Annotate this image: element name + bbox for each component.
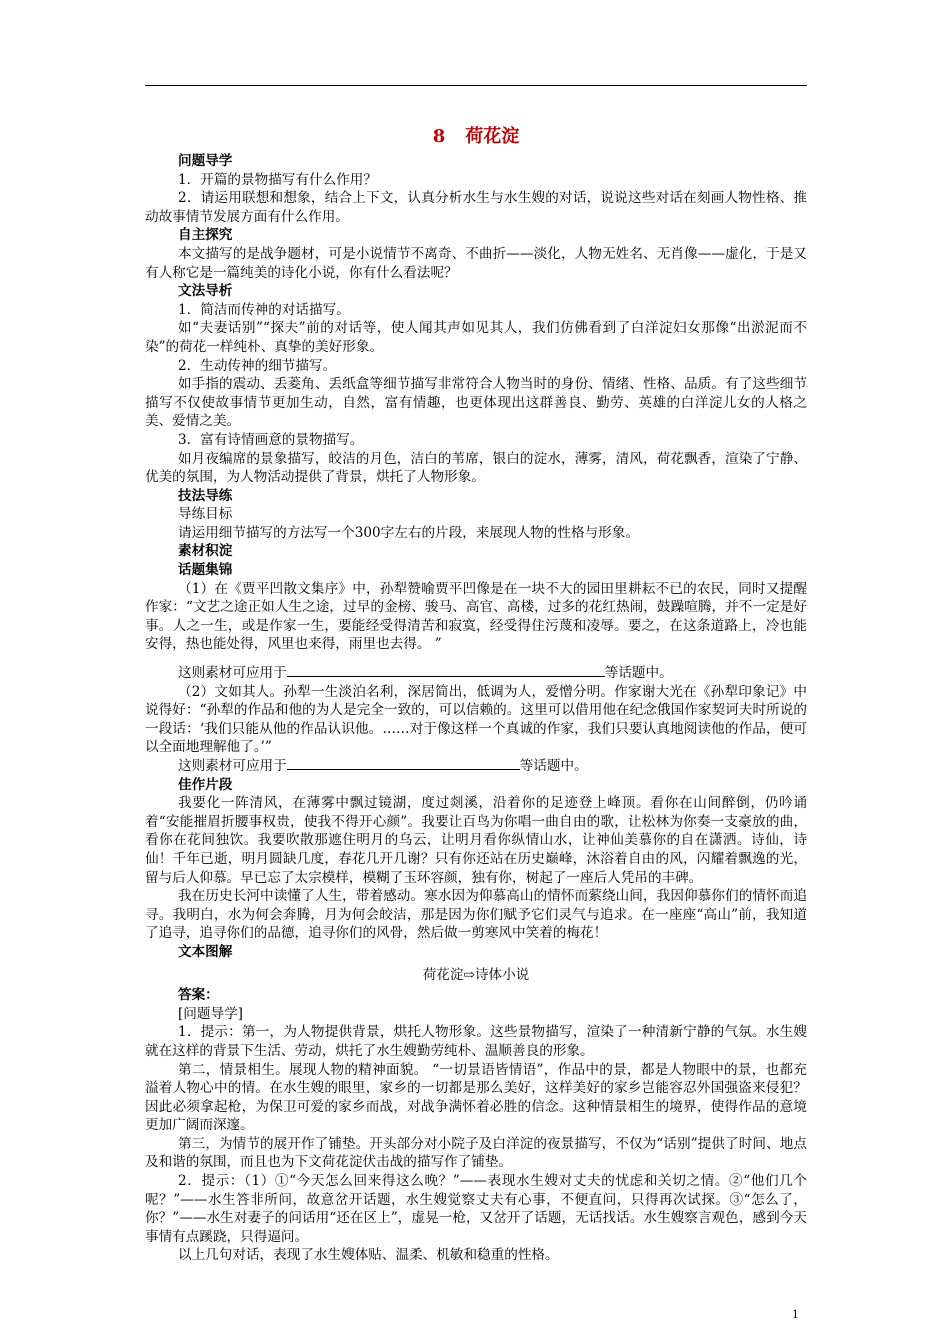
section-heading-sucai: 素材积淀 — [178, 543, 233, 560]
huati-paragraph-2: （2）文如其人。孙犁一生淡泊名利，深居简出，低调为人，爱憎分明。作家谢大光在《孙犁印象记》中说得好：“孙犁的作品和他的为人是完全一致的，可以信赖的。这里可以借用他在纪念俄国作家契诃夫时所说的一段话：‘我们只能从他的作品认识他。……对于像这样一个真诚的作家，我们只要认真地阅读他的作品，便可以全面地理解他了。’” — [145, 683, 807, 756]
wenfa-sub-2: 2．生动传神的细节描写。 — [178, 357, 337, 374]
wenfa-sub-1: 1．简洁而传神的对话描写。 — [178, 301, 350, 318]
header-rule — [145, 85, 807, 86]
answer-paragraph-3: 第三，为情节的展开作了铺垫。开头部分对小院子及白洋淀的夜景描写，不仅为“话别”提供了时间、地点及和谐的氛围，而且也为下文荷花淀伏击战的描写作了铺垫。 — [145, 1135, 807, 1171]
wenfa-paragraph-1: 如“夫妻话别”“探夫”前的对话等，使人闻其声如见其人，我们仿佛看到了白洋淀妇女那像“出淤泥而不染”的荷花一样纯朴、真挚的美好形象。 — [145, 320, 807, 355]
page-number: 1 — [792, 1306, 799, 1321]
jiazuo-paragraph-2: 我在历史长河中读懂了人生，带着感动。寒水因为仰慕高山的情怀而萦绕山间，我因仰慕你们的情怀而追寻。我明白，水为何会奔腾，月为何会皎洁，那是因为你们赋予它们灵气与追求。在一座座“高山”前，我知道了追寻，追寻你们的品德，追寻你们的风骨，然后做一剪寒风中笑着的梅花！ — [145, 888, 807, 942]
tujie-center-text: 荷花淀⇨诗体小说 — [422, 966, 530, 983]
section-heading-zizhu: 自主探究 — [178, 227, 233, 244]
document-body — [145, 122, 807, 1265]
section-heading-wenti: 问题导学 — [178, 153, 233, 169]
fill-2-prefix: 这则素材可应用于 — [178, 758, 287, 774]
section-heading-wenfa: 文法导析 — [178, 283, 233, 300]
answer-heading: 答案： — [178, 987, 219, 1004]
daolian-paragraph: 请运用细节描写的方法写一个300字左右的片段，来展现人物的性格与形象。 — [178, 524, 639, 541]
huati-paragraph-1: （1）在《贾平凹散文集序》中，孙犁赞喻贾平凹像是在一块不大的园田里耕耘不已的农民，同时又提醒作家：“文艺之途正如人生之途，过早的金榜、骏马、高官、高楼，过多的花红热闹，鼓躁喧腾，并不一定是好事。人之一生，或是作家一生，要能经受得清苦和寂寞，经受得住污蔑和凌辱。要之，在这条道路上，冷也能安得，热也能处得，风里也来得，雨里也去得。 ” — [145, 580, 807, 653]
question-2: 2．请运用联想和想象，结合上下文，认真分析水生与水生嫂的对话，说说这些对话在刻画人物性格、推动故事情节发展方面有什么作用。 — [145, 190, 807, 225]
subheading-daolian: 导练目标 — [178, 506, 233, 523]
answer-paragraph-1: 1．提示：第一，为人物提供背景，烘托人物形象。这些景物描写，渲染了一种清新宁静的气氛。水生嫂就在这样的背景下生活、劳动，烘托了水生嫂勤劳纯朴、温顺善良的形象。 — [145, 1024, 807, 1059]
answer-paragraph-4: 2．提示：（1）①“今天怎么回来得这么晚？”——表现水生嫂对丈夫的忧虑和关切之情。②“他们几个呢？”——水生答非所问，故意岔开话题，水生嫂觉察丈夫有心事，不便直问，只得再次试探。③“怎么了，你？”——水生对妻子的问话用“还在区上”，虚晃一枪，又岔开了话题，无话找话。水生嫂察言观色，感到今天事情有点蹊跷，只得逼问。 — [145, 1173, 807, 1245]
section-heading-tujie: 文本图解 — [178, 943, 233, 960]
fill-line-2 — [145, 757, 807, 776]
fill-line-1 — [145, 664, 807, 683]
fill-2-suffix: 等话题中。 — [519, 758, 588, 774]
page-title — [145, 122, 807, 152]
fill-1-suffix: 等话题中。 — [604, 665, 673, 682]
fill-1-prefix: 这则素材可应用于 — [178, 665, 287, 682]
answer-paragraph-2: 第二，情景相生。展现人物的精神面貌。 “一切景语皆情语”，作品中的景，都是人物眼中的景，也都充溢着人物心中的情。在水生嫂的眼里，家乡的一切都是那么美好，这样美好的家乡岂能容忍外国强盗来侵犯？因此必须拿起枪，为保卫可爱的家乡而战，对战争满怀着必胜的信念。这种情景相生的境界，使得作品的意境更加广阔而深邃。 — [145, 1061, 807, 1134]
answer-blank-1[interactable] — [287, 664, 605, 677]
section-heading-jifa: 技法导练 — [178, 487, 233, 504]
wenfa-paragraph-2: 如手指的震动、丢菱角、丢纸盒等细节描写非常符合人物当时的身份、情绪、性格、品质。有了这些细节描写不仅使故事情节更加生动，自然，富有情趣，也更体现出这群善良、勤劳、英雄的白洋淀儿女的人格之美、爱情之美。 — [145, 376, 807, 430]
title-number: 8 — [432, 126, 446, 147]
answer-blank-2[interactable] — [287, 757, 520, 770]
title-text: 荷花淀 — [465, 126, 520, 147]
jiazuo-paragraph-1: 我要化一阵清风，在薄雾中飘过镜湖，度过剡溪，沿着你的足迹登上峰顶。看你在山间醉倒，仍吟诵着“安能摧眉折腰事权贵，使我不得开心颜”。我要让百鸟为你唱一曲自由的歌，让松林为你奏一支豪放的曲，看你在花间独饮。我要吹散那遮住明月的乌云，让明月看你纵情山水，让神仙美慕你的自在潇洒。诗仙，诗仙！千年已逝，明月圆缺几度，春花几开几谢？只有你还站在历史巅峰，沐浴着自由的风，闪耀着飘逸的光，留与后人仰慕。早已忘了太宗模样，模糊了玉环容颜，独有你，树起了一座后人凭吊的丰碑。 — [145, 795, 807, 886]
answer-subheading: [问题导学] — [178, 1005, 243, 1022]
zizhu-paragraph: 本文描写的是战争题材，可是小说情节不离奇、不曲折——淡化，人物无姓名、无肖像——虚化，于是又有人称它是一篇纯美的诗化小说，你有什么看法呢？ — [145, 245, 807, 281]
question-1: 1．开篇的景物描写有什么作用？ — [178, 171, 377, 188]
wenfa-sub-3: 3．富有诗情画意的景物描写。 — [178, 431, 364, 448]
answer-paragraph-5: 以上几句对话，表现了水生嫂体贴、温柔、机敏和稳重的性格。 — [178, 1247, 559, 1264]
section-heading-jiazuo: 佳作片段 — [178, 776, 233, 793]
subheading-huati: 话题集锦 — [178, 562, 233, 579]
wenfa-paragraph-3: 如月夜编席的景象描写，皎洁的月色，洁白的苇席，银白的淀水，薄雾，清风，荷花飘香，渲染了宁静、优美的氛围，为人物活动提供了背景，烘托了人物形象。 — [145, 450, 807, 486]
